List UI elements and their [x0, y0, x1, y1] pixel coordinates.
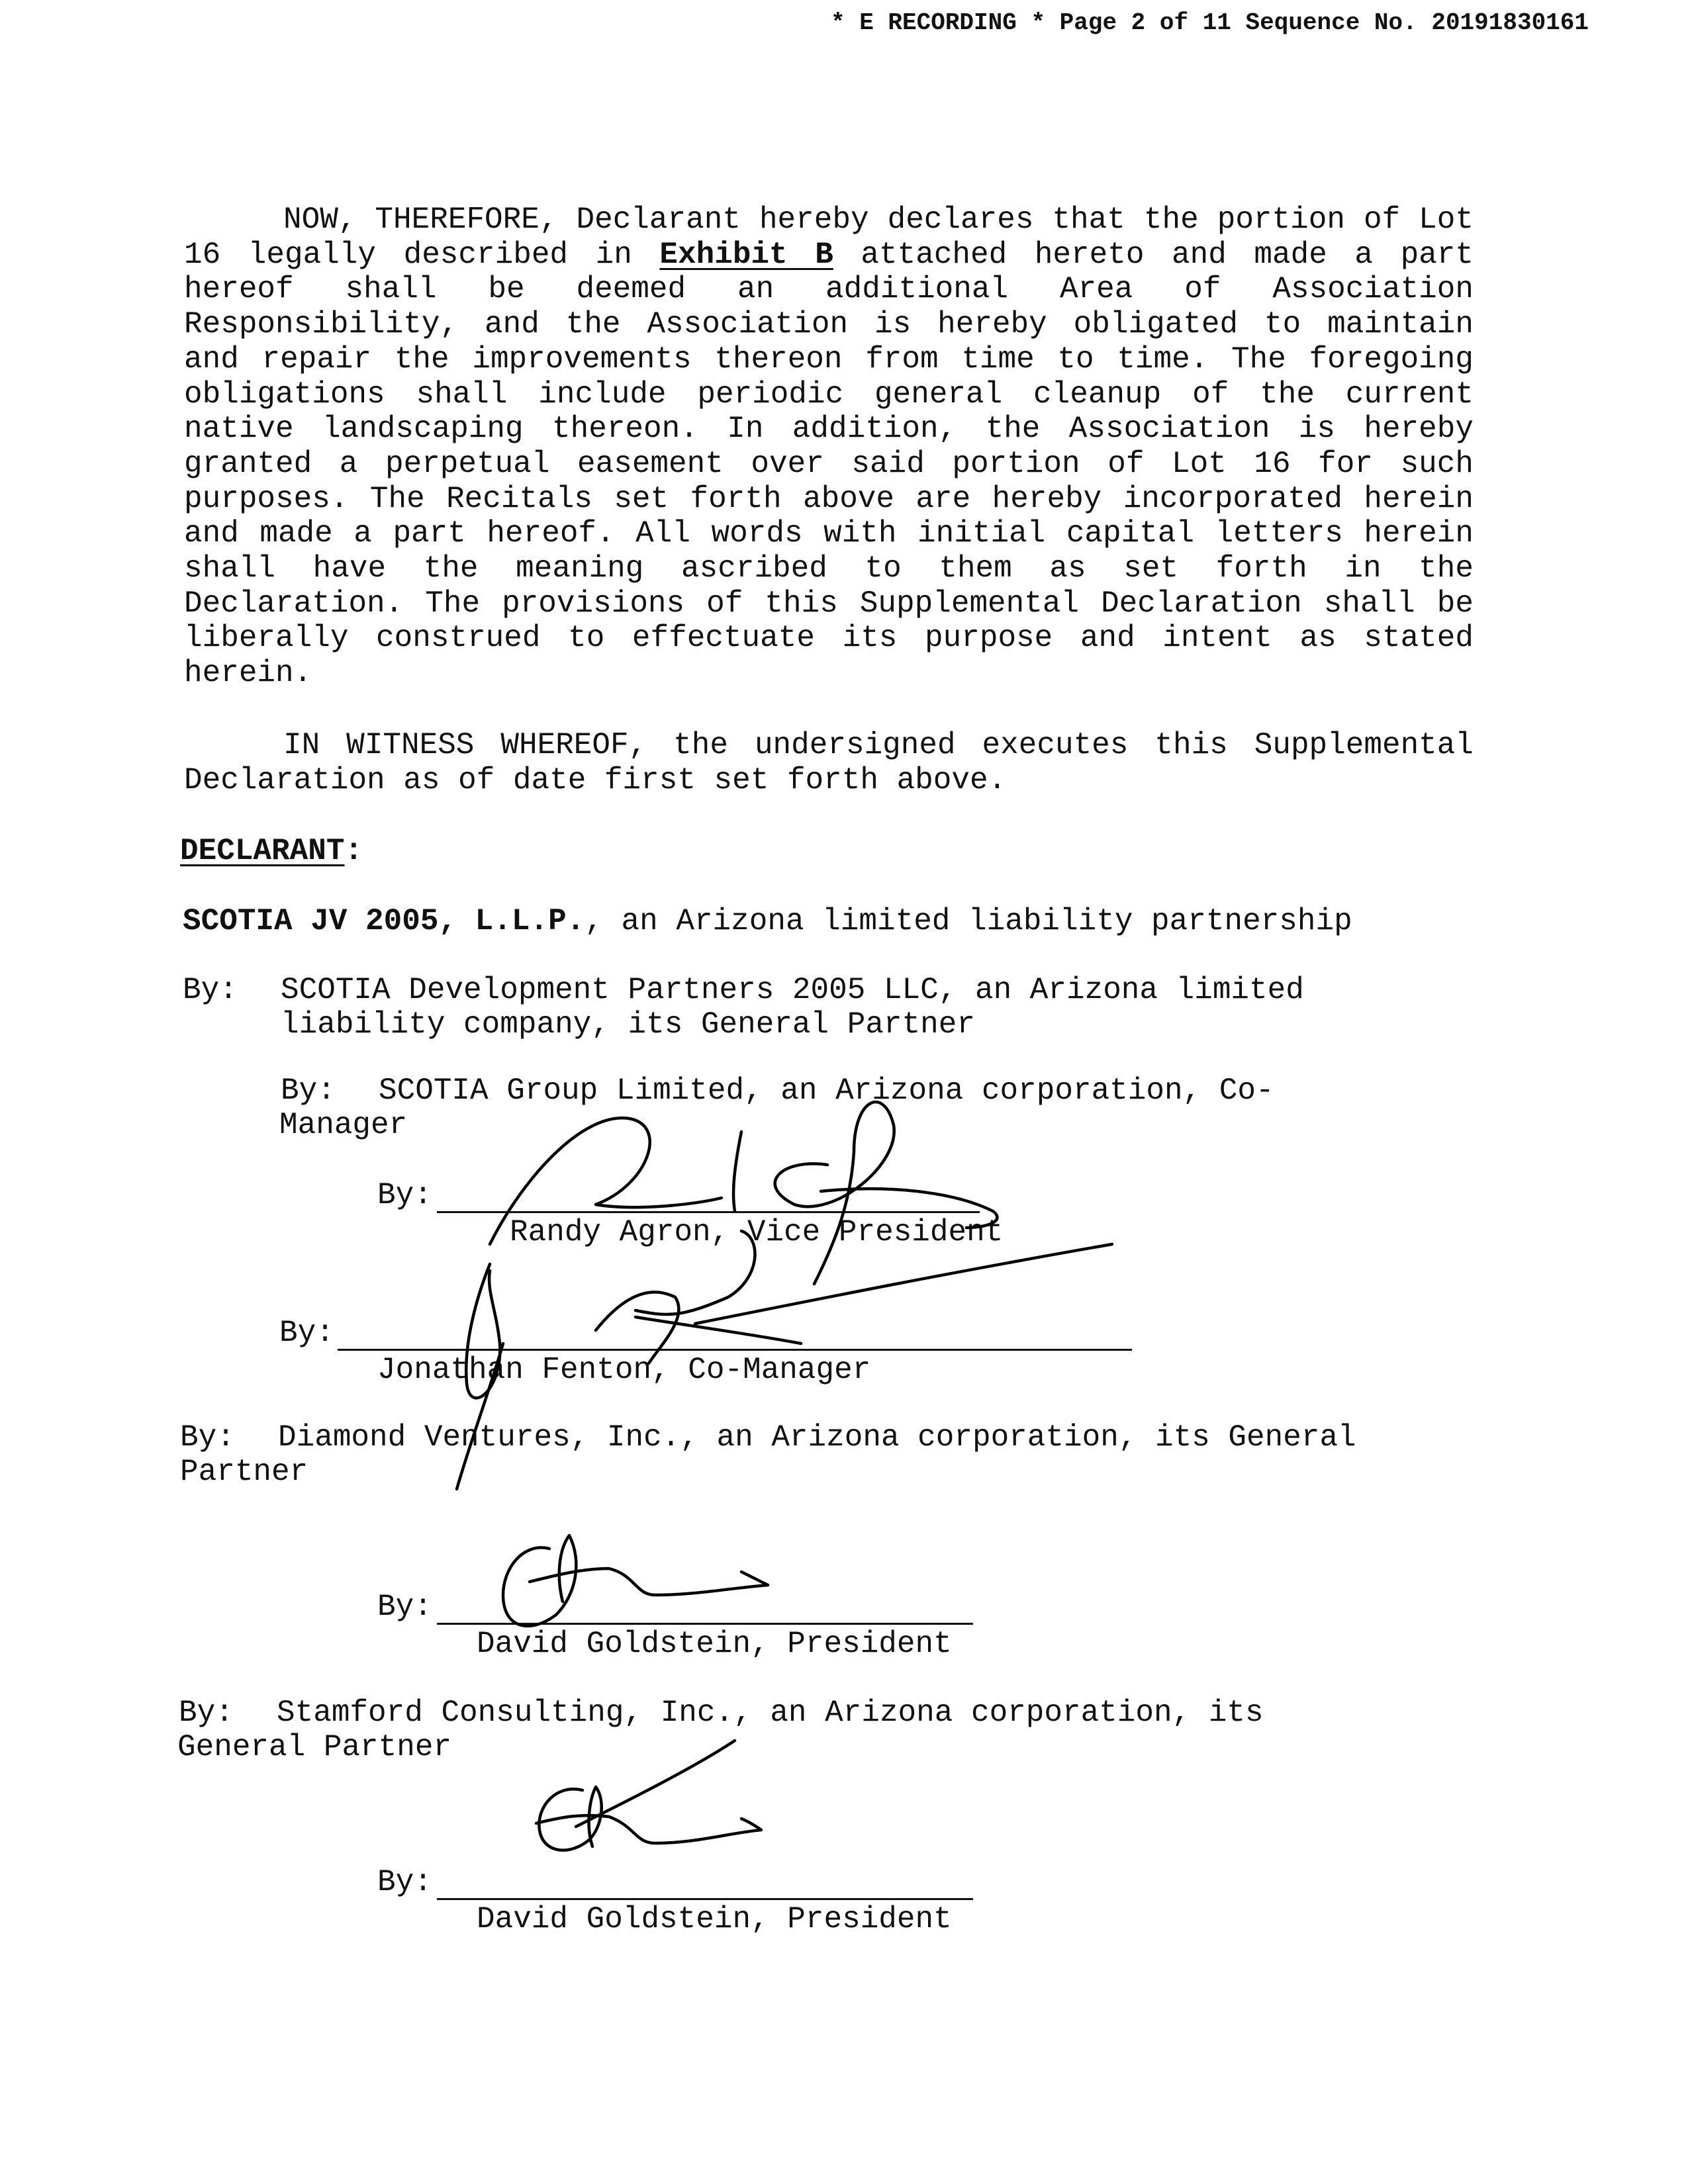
gp3-line-1: Stamford Consulting, Inc., an Arizona corporation, its: [277, 1696, 1264, 1730]
declarant-heading-colon: :: [344, 834, 363, 868]
gp2-line-1: Diamond Ventures, Inc., an Arizona corporation, its General: [278, 1420, 1356, 1455]
sig4-by-label: By:: [377, 1865, 432, 1899]
paragraph-2-text: IN WITNESS WHEREOF, the undersigned executes this Supplemental Declaration as of date first set forth above.: [184, 728, 1474, 797]
declarant-heading-label: DECLARANT: [180, 834, 345, 868]
sig1-by-label: By:: [377, 1178, 432, 1212]
sig2-signer-name: Jonathan Fenton, Co-Manager: [377, 1353, 871, 1387]
gp2-line-2: Partner: [180, 1455, 308, 1489]
exhibit-b-reference: Exhibit B: [659, 237, 833, 272]
comanager-line-2: Manager: [279, 1108, 408, 1142]
recording-header: * E RECORDING * Page 2 of 11 Sequence No. 20191830161: [831, 9, 1589, 36]
sig3-signer-name: David Goldstein, President: [477, 1627, 952, 1661]
signature-1-stroke-c: [775, 1102, 894, 1284]
gp2-by-label: By:: [180, 1420, 235, 1455]
entity-description: , an Arizona limited liability partnership: [585, 904, 1352, 938]
sig3-by-label: By:: [377, 1590, 432, 1624]
signature-2-stroke-a: [466, 1264, 500, 1398]
entity-name: SCOTIA JV 2005, L.L.P.: [183, 904, 585, 938]
paragraph-1-text-start: NOW, THEREFORE, Declarant hereby declares that the portion of Lot 16 legally described in: [184, 203, 1474, 272]
gp3-line-2: General Partner: [177, 1730, 452, 1764]
sig1-signer-name: Randy Agron, Vice President: [510, 1215, 1004, 1250]
signature-2-stroke-c: [596, 1292, 679, 1363]
gp3-by-label: By:: [179, 1696, 234, 1730]
sig4-signer-name: David Goldstein, President: [477, 1902, 952, 1936]
signature-3-stroke-b: [530, 1569, 768, 1595]
comanager-line-1: SCOTIA Group Limited, an Arizona corporation, Co-: [379, 1073, 1274, 1108]
signature-4-stroke-b: [536, 1815, 761, 1843]
gp1-line-1: SCOTIA Development Partners 2005 LLC, an Arizona limited: [281, 973, 1304, 1007]
signature-1-stroke-b: [733, 1132, 741, 1211]
signature-2-stroke-d: [635, 1231, 755, 1314]
paragraph-1-text-end: attached hereto and made a part hereof shall be deemed an additional Area of Association Responsibility, and the Association is hereby obligated to maintain and repair the improvements thereon from time to time. The foregoing obligations shall include periodic general cleanup of the current native landscaping thereon. In addition, the Association is hereby granted a perpetual easement over said portion of Lot 16 for such purposes. The Recitals set forth above are hereby incorporated herein and made a part hereof. All words with initial capital letters herein shall have the meaning ascribed to them as set forth in the Declaration. The provisions of this Supplemental Declaration shall be liberally construed to effectuate its purpose and intent as stated herein.: [184, 237, 1474, 691]
signature-1-stroke-a: [490, 1118, 722, 1244]
sig2-by-label: By:: [279, 1316, 334, 1350]
signature-2-stroke-b: [457, 1343, 503, 1489]
signature-4-stroke-c: [576, 1741, 735, 1827]
signature-2-stroke-e: [635, 1317, 801, 1343]
gp1-line-2: liability company, its General Partner: [281, 1007, 975, 1042]
comanager-by-label: By:: [281, 1073, 336, 1108]
gp1-by-label: By:: [183, 973, 238, 1007]
signature-2-stroke-f: [695, 1244, 1112, 1324]
